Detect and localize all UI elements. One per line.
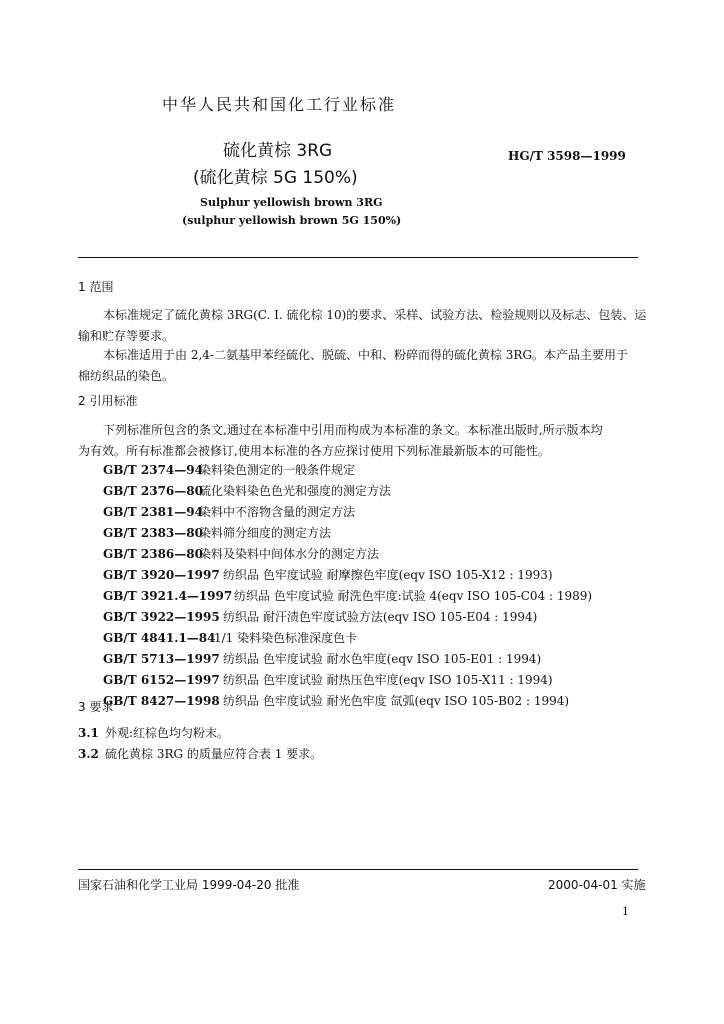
reference-item bbox=[103, 481, 592, 502]
document-subtitle-cn: (硫化黄棕 5G 150%) bbox=[193, 168, 358, 188]
section-3-heading: 3 要求 bbox=[78, 700, 114, 714]
reference-title: 1/1 染料染色标准深度色卡 bbox=[214, 631, 358, 645]
section-1-paragraph-2-line-1: 本标准适用于由 2,4-二氨基甲苯经硫化、脱硫、中和、粉碎而得的硫化黄棕 3RG。本产品主要用于 bbox=[103, 348, 629, 362]
reference-code: GB/T 8427—1998 bbox=[103, 694, 220, 708]
reference-code: GB/T 3920—1997 bbox=[103, 568, 220, 582]
reference-code: GB/T 2386—80 bbox=[103, 547, 203, 561]
reference-code: GB/T 2381—94 bbox=[103, 505, 203, 519]
approval-note: 国家石油和化学工业局 1999-04-20 批准 bbox=[78, 878, 300, 892]
reference-item bbox=[103, 502, 592, 523]
reference-code: GB/T 5713—1997 bbox=[103, 652, 220, 666]
reference-code: GB/T 2383—80 bbox=[103, 526, 203, 540]
section-1-paragraph-1-line-1: 本标准规定了硫化黄棕 3RG(C. I. 硫化棕 10)的要求、采样、试验方法、检验规则以及标志、包装、运 bbox=[103, 308, 647, 322]
reference-title: 纺织品 色牢度试验 耐水色牢度(eqv ISO 105-E01 : 1994) bbox=[223, 652, 542, 666]
requirement-text: 外观:红棕色均匀粉末。 bbox=[105, 726, 230, 740]
reference-item bbox=[103, 565, 592, 586]
reference-item bbox=[103, 523, 592, 544]
section-1-heading: 1 范围 bbox=[78, 280, 114, 294]
reference-code: GB/T 2374—94 bbox=[103, 463, 203, 477]
section-1-paragraph-1-line-2: 输和贮存等要求。 bbox=[78, 329, 175, 343]
implementation-date: 2000-04-01 实施 bbox=[548, 878, 646, 892]
standard-number: HG/T 3598—1999 bbox=[508, 149, 626, 163]
reference-item bbox=[103, 649, 592, 670]
requirement-number: 3.1 bbox=[78, 726, 99, 740]
reference-item bbox=[103, 607, 592, 628]
requirement-text: 硫化黄棕 3RG 的质量应符合表 1 要求。 bbox=[105, 747, 323, 761]
issuer-title: 中华人民共和国化工行业标准 bbox=[162, 95, 397, 114]
reference-title: 染料染色测定的一般条件规定 bbox=[199, 463, 356, 477]
reference-title: 染料筛分细度的测定方法 bbox=[199, 526, 332, 540]
page-number: 1 bbox=[622, 905, 629, 918]
reference-title: 纺织品 色牢度试验 耐洗色牢度:试验 4(eqv ISO 105-C04 : 1989) bbox=[234, 589, 593, 603]
reference-title: 染料中不溶物含量的测定方法 bbox=[199, 505, 356, 519]
reference-title: 纺织品 色牢度试验 耐光色牢度 氙弧(eqv ISO 105-B02 : 1994) bbox=[223, 694, 570, 708]
reference-item bbox=[103, 691, 592, 712]
reference-item bbox=[103, 544, 592, 565]
reference-code: GB/T 6152—1997 bbox=[103, 673, 220, 687]
reference-code: GB/T 3921.4—1997 bbox=[103, 589, 233, 603]
header-divider bbox=[78, 257, 638, 258]
reference-list bbox=[103, 460, 592, 712]
section-2-heading: 2 引用标准 bbox=[78, 394, 138, 408]
requirement-item bbox=[78, 723, 229, 744]
reference-code: GB/T 2376—80 bbox=[103, 484, 203, 498]
reference-title: 染料及染料中间体水分的测定方法 bbox=[199, 547, 380, 561]
reference-item bbox=[103, 586, 592, 607]
reference-code: GB/T 3922—1995 bbox=[103, 610, 220, 624]
reference-item bbox=[103, 460, 592, 481]
reference-code: GB/T 4841.1—84 bbox=[103, 631, 216, 645]
footer-divider bbox=[78, 869, 638, 870]
reference-title: 纺织品 色牢度试验 耐热压色牢度(eqv ISO 105-X11 : 1994) bbox=[223, 673, 553, 687]
document-subtitle-en: (sulphur yellowish brown 5G 150%) bbox=[182, 214, 402, 227]
requirement-item bbox=[78, 744, 322, 765]
requirement-number: 3.2 bbox=[78, 747, 99, 761]
section-2-intro-line-2: 为有效。所有标准都会被修订,使用本标准的各方应探讨使用下列标准最新版本的可能性。 bbox=[78, 444, 550, 458]
reference-title: 纺织品 耐汗渍色牢度试验方法(eqv ISO 105-E04 : 1994) bbox=[223, 610, 538, 624]
document-title-cn: 硫化黄棕 3RG bbox=[223, 141, 333, 161]
reference-item bbox=[103, 670, 592, 691]
reference-title: 纺织品 色牢度试验 耐摩擦色牢度(eqv ISO 105-X12 : 1993) bbox=[223, 568, 553, 582]
section-1-paragraph-2-line-2: 棉纺织品的染色。 bbox=[78, 369, 175, 383]
section-2-intro-line-1: 下列标准所包含的条文,通过在本标准中引用而构成为本标准的条文。本标准出版时,所示版本均 bbox=[103, 423, 603, 437]
reference-item bbox=[103, 628, 592, 649]
document-title-en: Sulphur yellowish brown 3RG bbox=[200, 196, 383, 209]
reference-title: 硫化染料染色色光和强度的测定方法 bbox=[199, 484, 392, 498]
